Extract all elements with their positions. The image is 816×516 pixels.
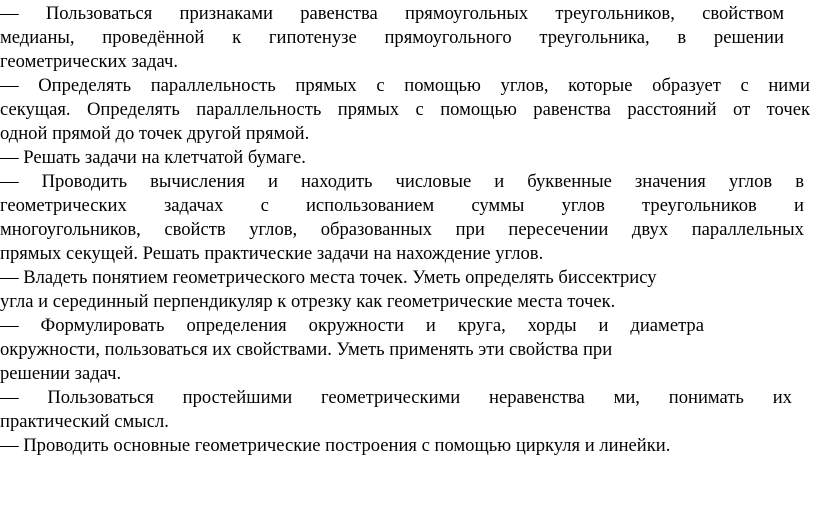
- text-line: окружности, пользоваться их свойствами. Уметь применять эти свойства при: [0, 339, 613, 360]
- word: с: [376, 75, 385, 96]
- word: буквенные: [527, 171, 612, 192]
- text-line: решении задач.: [0, 363, 122, 384]
- text-line: угла и серединный перпендикуляр к отрезку как геометрические места точек.: [0, 291, 616, 312]
- word: углов: [728, 171, 773, 192]
- word: и: [494, 171, 505, 192]
- word: признаками: [179, 3, 273, 24]
- word: значения: [634, 171, 706, 192]
- text-line: — Проводить основные геометрические построения с помощью циркуля и линейки.: [0, 435, 671, 456]
- word: медианы,: [0, 27, 75, 48]
- word: равенства: [533, 99, 611, 120]
- word: от: [733, 99, 751, 120]
- word: секущая.: [0, 99, 71, 120]
- word: находить: [300, 171, 373, 192]
- word: образует: [652, 75, 721, 96]
- word: параллельных: [691, 219, 804, 240]
- word: пересечении: [508, 219, 609, 240]
- word: при: [455, 219, 485, 240]
- word: треугольников,: [555, 3, 675, 24]
- word: —: [0, 75, 19, 96]
- word: и: [267, 171, 278, 192]
- word: числовые: [395, 171, 472, 192]
- text-line: практический смысл.: [0, 411, 169, 432]
- word: треугольников: [642, 195, 757, 216]
- word: углов,: [500, 75, 549, 96]
- text-line: [0, 170, 804, 194]
- word: —: [0, 315, 19, 336]
- word: и: [598, 315, 609, 336]
- text-line: [0, 26, 784, 50]
- word: геометрических: [0, 195, 127, 216]
- word: простейшими: [182, 387, 293, 408]
- word: прямоугольного: [384, 27, 512, 48]
- word: проведённой: [102, 27, 205, 48]
- text-line: [0, 98, 810, 122]
- word: с: [260, 195, 269, 216]
- word: Пользоваться: [45, 3, 153, 24]
- word: равенства: [300, 3, 378, 24]
- word: гипотенузе: [268, 27, 357, 48]
- word: —: [0, 171, 19, 192]
- word: в: [677, 27, 687, 48]
- word: многоугольников,: [0, 219, 141, 240]
- text-line: — Решать задачи на клетчатой бумаге.: [0, 147, 306, 168]
- text-line: [0, 314, 704, 338]
- word: ми,: [613, 387, 640, 408]
- word: с: [740, 75, 749, 96]
- word: и: [425, 315, 436, 336]
- word: расстояний: [627, 99, 717, 120]
- word: Пользоваться: [47, 387, 154, 408]
- word: треугольника,: [539, 27, 650, 48]
- word: решении: [713, 27, 784, 48]
- text-line: [0, 218, 804, 242]
- text-line: — Владеть понятием геометрического места точек. Уметь определять биссектрису: [0, 267, 657, 288]
- word: образованных: [320, 219, 433, 240]
- word: Определять: [87, 99, 180, 120]
- text-line: геометрических задач.: [0, 51, 179, 72]
- word: неравенства: [489, 387, 585, 408]
- word: свойством: [702, 3, 784, 24]
- word: окружности: [308, 315, 404, 336]
- word: прямоугольных: [405, 3, 529, 24]
- word: которые: [568, 75, 633, 96]
- text-line: [0, 2, 784, 26]
- text-line: [0, 386, 792, 410]
- word: прямых: [295, 75, 357, 96]
- word: в: [795, 171, 804, 192]
- word: Проводить: [41, 171, 128, 192]
- word: параллельность: [196, 99, 322, 120]
- word: использованием: [305, 195, 435, 216]
- word: двух: [631, 219, 669, 240]
- word: их: [772, 387, 792, 408]
- text-line: [0, 74, 810, 98]
- word: задачах: [163, 195, 224, 216]
- word: углов,: [249, 219, 298, 240]
- word: ними: [768, 75, 810, 96]
- word: суммы: [471, 195, 525, 216]
- word: круга,: [457, 315, 506, 336]
- text-line: прямых секущей. Решать практические задачи на нахождение углов.: [0, 243, 544, 264]
- word: помощью: [404, 75, 481, 96]
- word: геометрическими: [321, 387, 461, 408]
- word: Формулировать: [40, 315, 165, 336]
- word: к: [232, 27, 242, 48]
- text-line: [0, 194, 804, 218]
- word: и: [793, 195, 804, 216]
- text-line: одной прямой до точек другой прямой.: [0, 123, 310, 144]
- word: параллельность: [150, 75, 276, 96]
- word: углов: [561, 195, 605, 216]
- word: с: [415, 99, 424, 120]
- word: определения: [186, 315, 287, 336]
- word: —: [0, 3, 19, 24]
- word: прямых: [337, 99, 400, 120]
- word: Определять: [38, 75, 132, 96]
- word: помощью: [440, 99, 517, 120]
- word: диаметра: [630, 315, 704, 336]
- word: свойств: [164, 219, 226, 240]
- word: точек: [766, 99, 810, 120]
- word: понимать: [668, 387, 744, 408]
- word: вычисления: [150, 171, 245, 192]
- word: —: [0, 387, 19, 408]
- word: хорды: [527, 315, 577, 336]
